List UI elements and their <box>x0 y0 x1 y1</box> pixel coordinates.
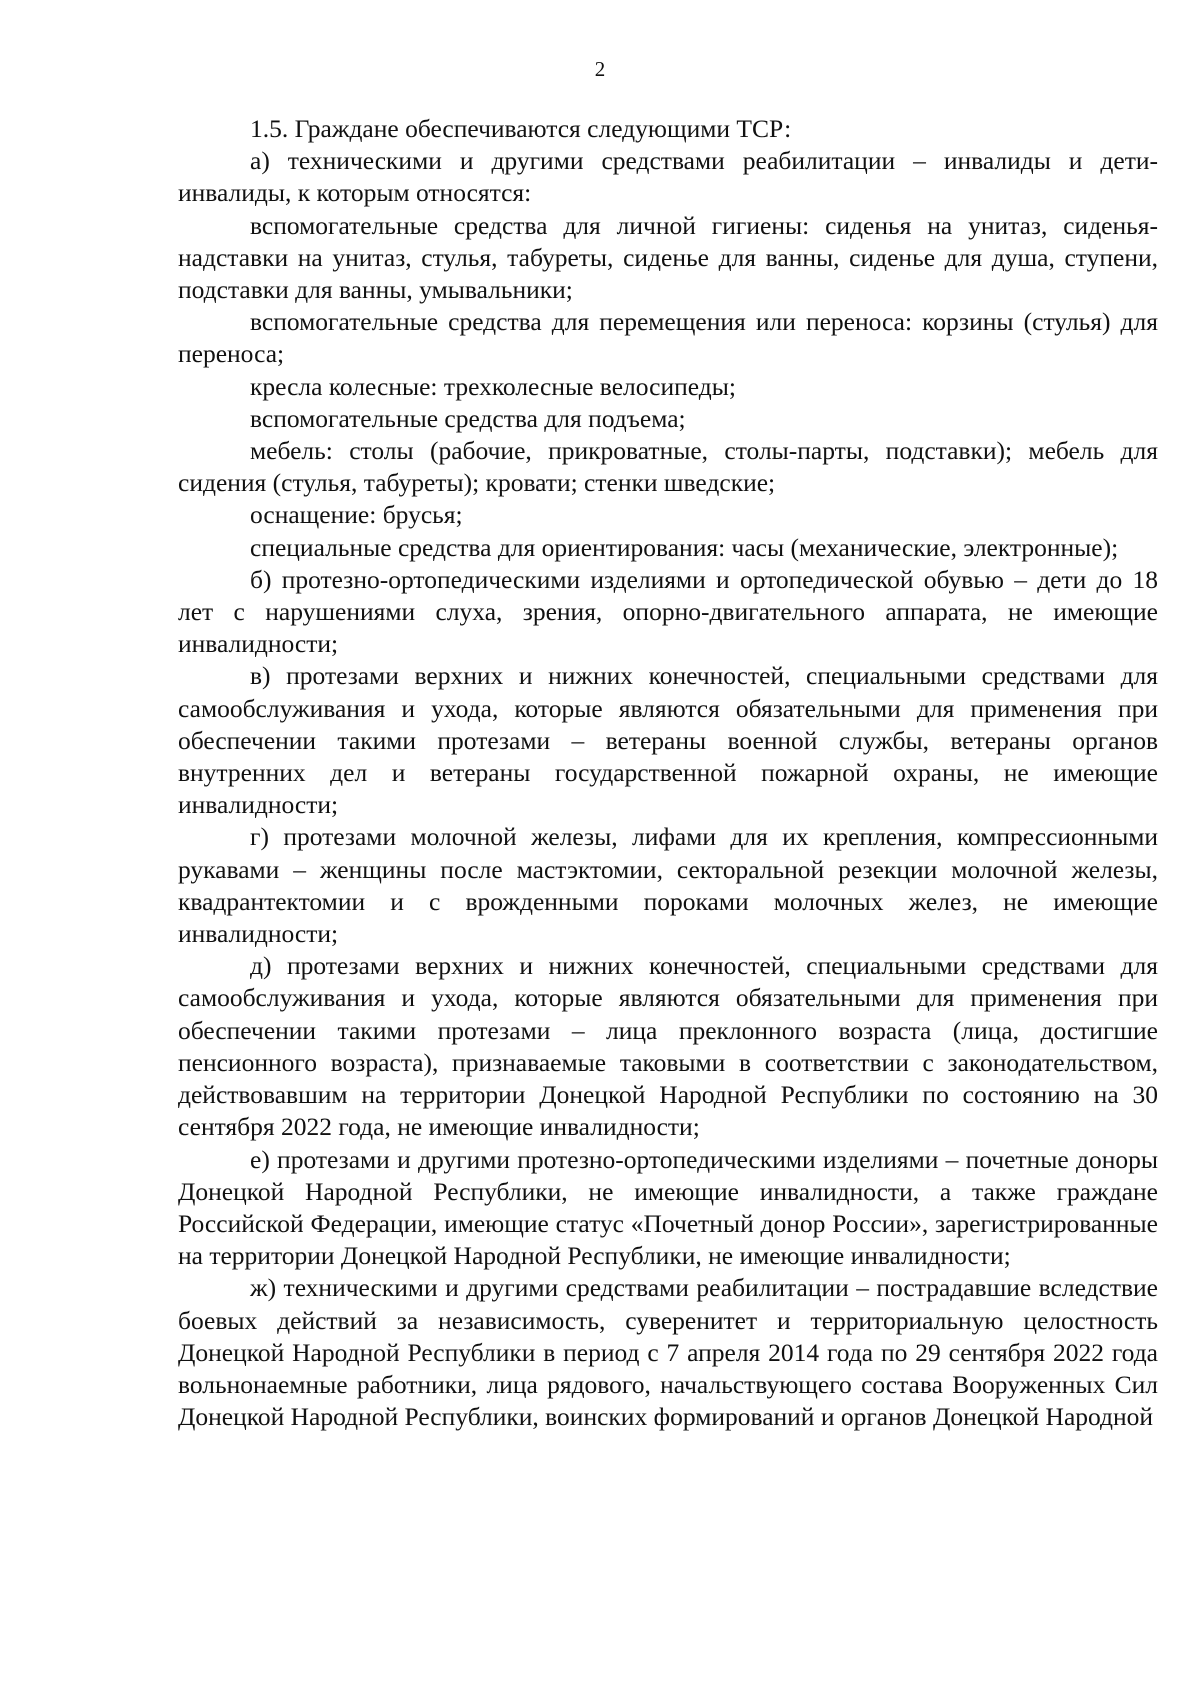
document-body <box>178 113 1158 1433</box>
paragraph-wheelchairs: кресла колесные: трехколесные велосипеды; <box>250 371 736 401</box>
paragraph-g: г) протезами молочной железы, лифами для их крепления, компрессионными рукавами – женщины после мастэктомии, секторальной резекции молочной железы, квадрантектомии и с врожденными пороками молочных желез, не имеющие инвалидности; <box>178 822 1158 949</box>
paragraph-lifting-aids: вспомогательные средства для подъема; <box>250 403 686 433</box>
paragraph-equipment: оснащение: брусья; <box>250 500 463 530</box>
paragraph-b: б) протезно-ортопедическими изделиями и ортопедической обувью – дети до 18 лет с нарушениями слуха, зрения, опорно-двигательного аппарата, не имеющие инвалидности; <box>178 564 1158 659</box>
page-number: 2 <box>594 57 606 81</box>
paragraph-orientation-aids: специальные средства для ориентирования: часы (механические, электронные); <box>250 532 1119 562</box>
paragraph-furniture: мебель: столы (рабочие, прикроватные, столы-парты, подставки); мебель для сидения (стулья, табуреты); кровати; стенки шведские; <box>178 436 1158 498</box>
paragraph-hygiene-aids: вспомогательные средства для личной гигиены: сиденья на унитаз, сиденья-надставки на унитаз, стулья, табуреты, сиденье для ванны, сиденье для душа, ступени, подставки для ванны, умывальники; <box>178 210 1158 305</box>
paragraph-zh: ж) техническими и другими средствами реабилитации – пострадавшие вследствие боевых действий за независимость, суверенитет и территориальную целостность Донецкой Народной Республики в период с 7 апреля 2014 года по 29 сентября 2022 года вольнонаемные работники, лица рядового, начальствующего состава Вооруженных Сил Донецкой Народной Республики, воинских формирований и органов Донецкой Народной <box>178 1273 1158 1432</box>
paragraph-1-5-intro: 1.5. Граждане обеспечиваются следующими ТСР: <box>250 114 792 143</box>
paragraph-v: в) протезами верхних и нижних конечностей, специальными средствами для самообслуживания и ухода, которые являются обязательными для применения при обеспечении такими протезами – ветераны военной службы, ветераны органов внутренних дел и ветераны государственной пожарной охраны, не имеющие инвалидности; <box>178 661 1158 820</box>
paragraph-e: е) протезами и другими протезно-ортопедическими изделиями – почетные доноры Донецкой Народной Республики, не имеющие инвалидности, а также граждане Российской Федерации, имеющие статус «Почетный донор России», зарегистрированные на территории Донецкой Народной Республики, не имеющие инвалидности; <box>178 1144 1158 1271</box>
paragraph-a: а) техническими и другими средствами реабилитации – инвалиды и дети-инвалиды, к которым относятся: <box>178 146 1158 208</box>
paragraph-d: д) протезами верхних и нижних конечностей, специальными средствами для самообслуживания и ухода, которые являются обязательными для применения при обеспечении такими протезами – лица преклонного возраста (лица, достигшие пенсионного возраста), признаваемые таковыми в соответствии с законодательством, действовавшим на территории Донецкой Народной Республики по состоянию на 30 сентября 2022 года, не имеющие инвалидности; <box>178 951 1158 1142</box>
paragraph-transfer-aids: вспомогательные средства для перемещения или переноса: корзины (стулья) для переноса; <box>178 307 1158 369</box>
